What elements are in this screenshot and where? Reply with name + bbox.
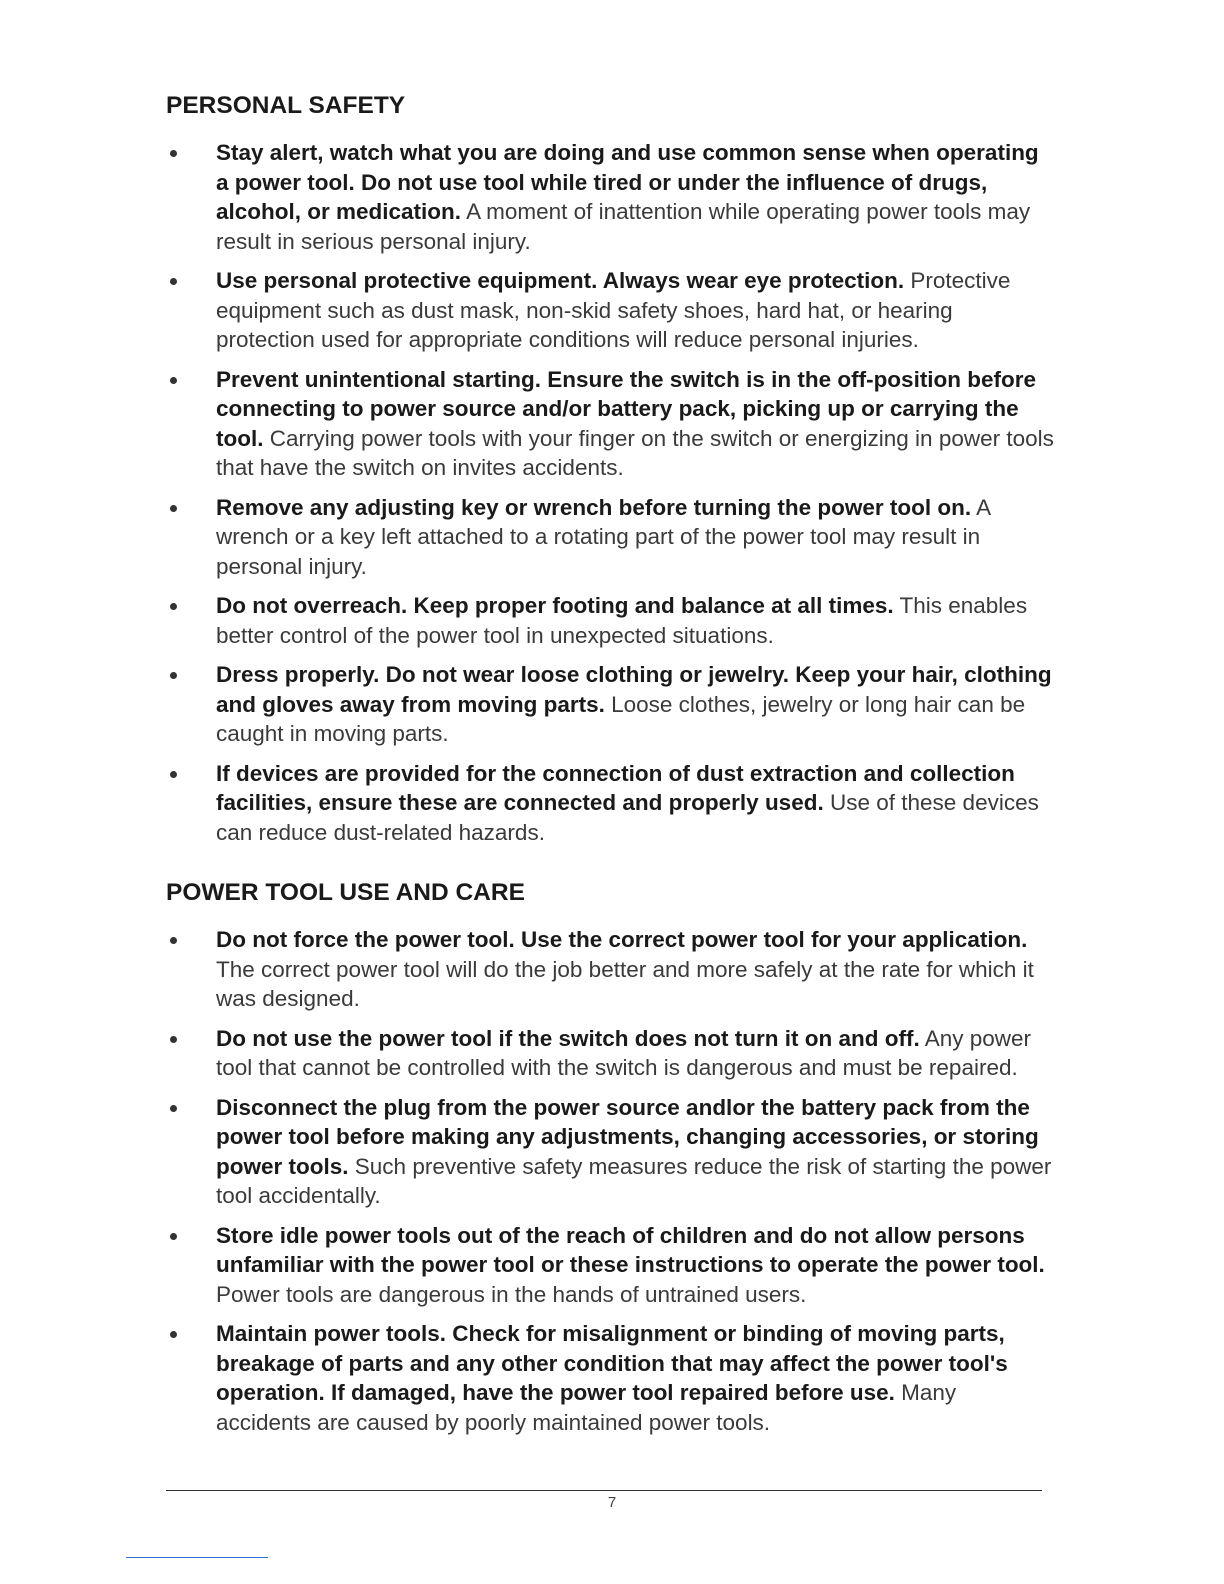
bullet-icon (170, 937, 177, 944)
item-text: Loose clothes, jewelry or long hair can be caught in moving parts. (216, 691, 1026, 746)
list-item (166, 1221, 1056, 1310)
item-text: The correct power tool will do the job better and more safely at the rate for which it was designed. (216, 956, 1034, 1011)
list-item (166, 1319, 1056, 1437)
list-item (166, 493, 1056, 582)
item-lead: If devices are provided for the connection of dust extraction and collection facilities, ensure these are connected and properly used. (216, 760, 1015, 815)
item-text: Carrying power tools with your finger on the switch or energizing in power tools that have the switch on invites accidents. (216, 425, 1054, 480)
list-item (166, 660, 1056, 749)
scan-edge-line (126, 1557, 268, 1558)
page-number: 7 (607, 1494, 617, 1511)
bullet-icon (170, 505, 177, 512)
bullet-icon (170, 771, 177, 778)
bullet-icon (170, 603, 177, 610)
list-item (166, 1024, 1056, 1083)
item-lead: Remove any adjusting key or wrench before turning the power tool on. (216, 494, 972, 520)
item-text: Such preventive safety measures reduce the risk of starting the power tool accidentally. (216, 1153, 1052, 1208)
bullet-icon (170, 1331, 177, 1338)
item-lead: Do not overreach. Keep proper footing and balance at all times. (216, 593, 894, 618)
item-lead: Maintain power tools. Check for misalignment or binding of moving parts, breakage of parts and any other condition that may affect the power tool's operation. If damaged, have the power tool repaired before use. (216, 1321, 1008, 1405)
item-text: Protective equipment such as dust mask, non-skid safety shoes, hard hat, or hearing protection used for appropriate conditions will reduce personal injuries. (216, 268, 1011, 352)
list-item (166, 1093, 1056, 1211)
item-text: Many accidents are caused by poorly maintained power tools. (216, 1380, 957, 1435)
item-lead: Use personal protective equipment. Always wear eye protection. (216, 268, 905, 293)
bullet-icon (170, 1233, 177, 1240)
item-lead: Disconnect the plug from the power source andlor the battery pack from the power tool before making any adjustments, changing accessories, or storing power tools. (216, 1094, 1039, 1179)
power-tool-use-list (166, 925, 1056, 1447)
item-text: Power tools are dangerous in the hands of untrained users. (216, 1281, 807, 1307)
list-item (166, 759, 1056, 848)
footer-rule (166, 1490, 1042, 1491)
bullet-icon (170, 377, 177, 384)
item-text: This enables better control of the power tool in unexpected situations. (216, 593, 1028, 648)
bullet-icon (170, 278, 177, 285)
bullet-icon (170, 1105, 177, 1112)
list-item (166, 925, 1056, 1014)
bullet-icon (170, 1036, 177, 1043)
list-item (166, 266, 1056, 355)
item-lead: Stay alert, watch what you are doing and use common sense when operating a power tool. Do not use tool while tired or under the influence of drugs, alcohol, or medication. (216, 140, 1039, 224)
item-text: Use of these devices can reduce dust-related hazards. (216, 790, 1039, 845)
item-text: A wrench or a key left attached to a rotating part of the power tool may result in personal injury. (216, 494, 990, 579)
item-lead: Store idle power tools out of the reach of children and do not allow persons unfamiliar with the power tool or these instructions to operate the power tool. (216, 1222, 1045, 1277)
list-item (166, 138, 1056, 256)
list-item (166, 591, 1056, 650)
item-lead: Prevent unintentional starting. Ensure the switch is in the off-position before connecting to power source and/or battery pack, picking up or carrying the tool. (216, 366, 1037, 451)
list-item (166, 365, 1056, 483)
item-text: A moment of inattention while operating power tools may result in serious personal injury. (216, 199, 1031, 254)
item-lead: Do not force the power tool. Use the correct power tool for your application. (216, 927, 1028, 952)
personal-safety-list (166, 138, 1056, 857)
section-heading-power-tool-use: POWER TOOL USE AND CARE (166, 879, 525, 906)
section-heading-personal-safety: PERSONAL SAFETY (166, 92, 406, 119)
bullet-icon (170, 672, 177, 679)
item-text: Any power tool that cannot be controlled with the switch is dangerous and must be repaired. (216, 1025, 1032, 1080)
bullet-icon (170, 150, 177, 157)
item-lead: Dress properly. Do not wear loose clothing or jewelry. Keep your hair, clothing and gloves away from moving parts. (216, 662, 1052, 717)
item-lead: Do not use the power tool if the switch does not turn it on and off. (216, 1025, 920, 1051)
